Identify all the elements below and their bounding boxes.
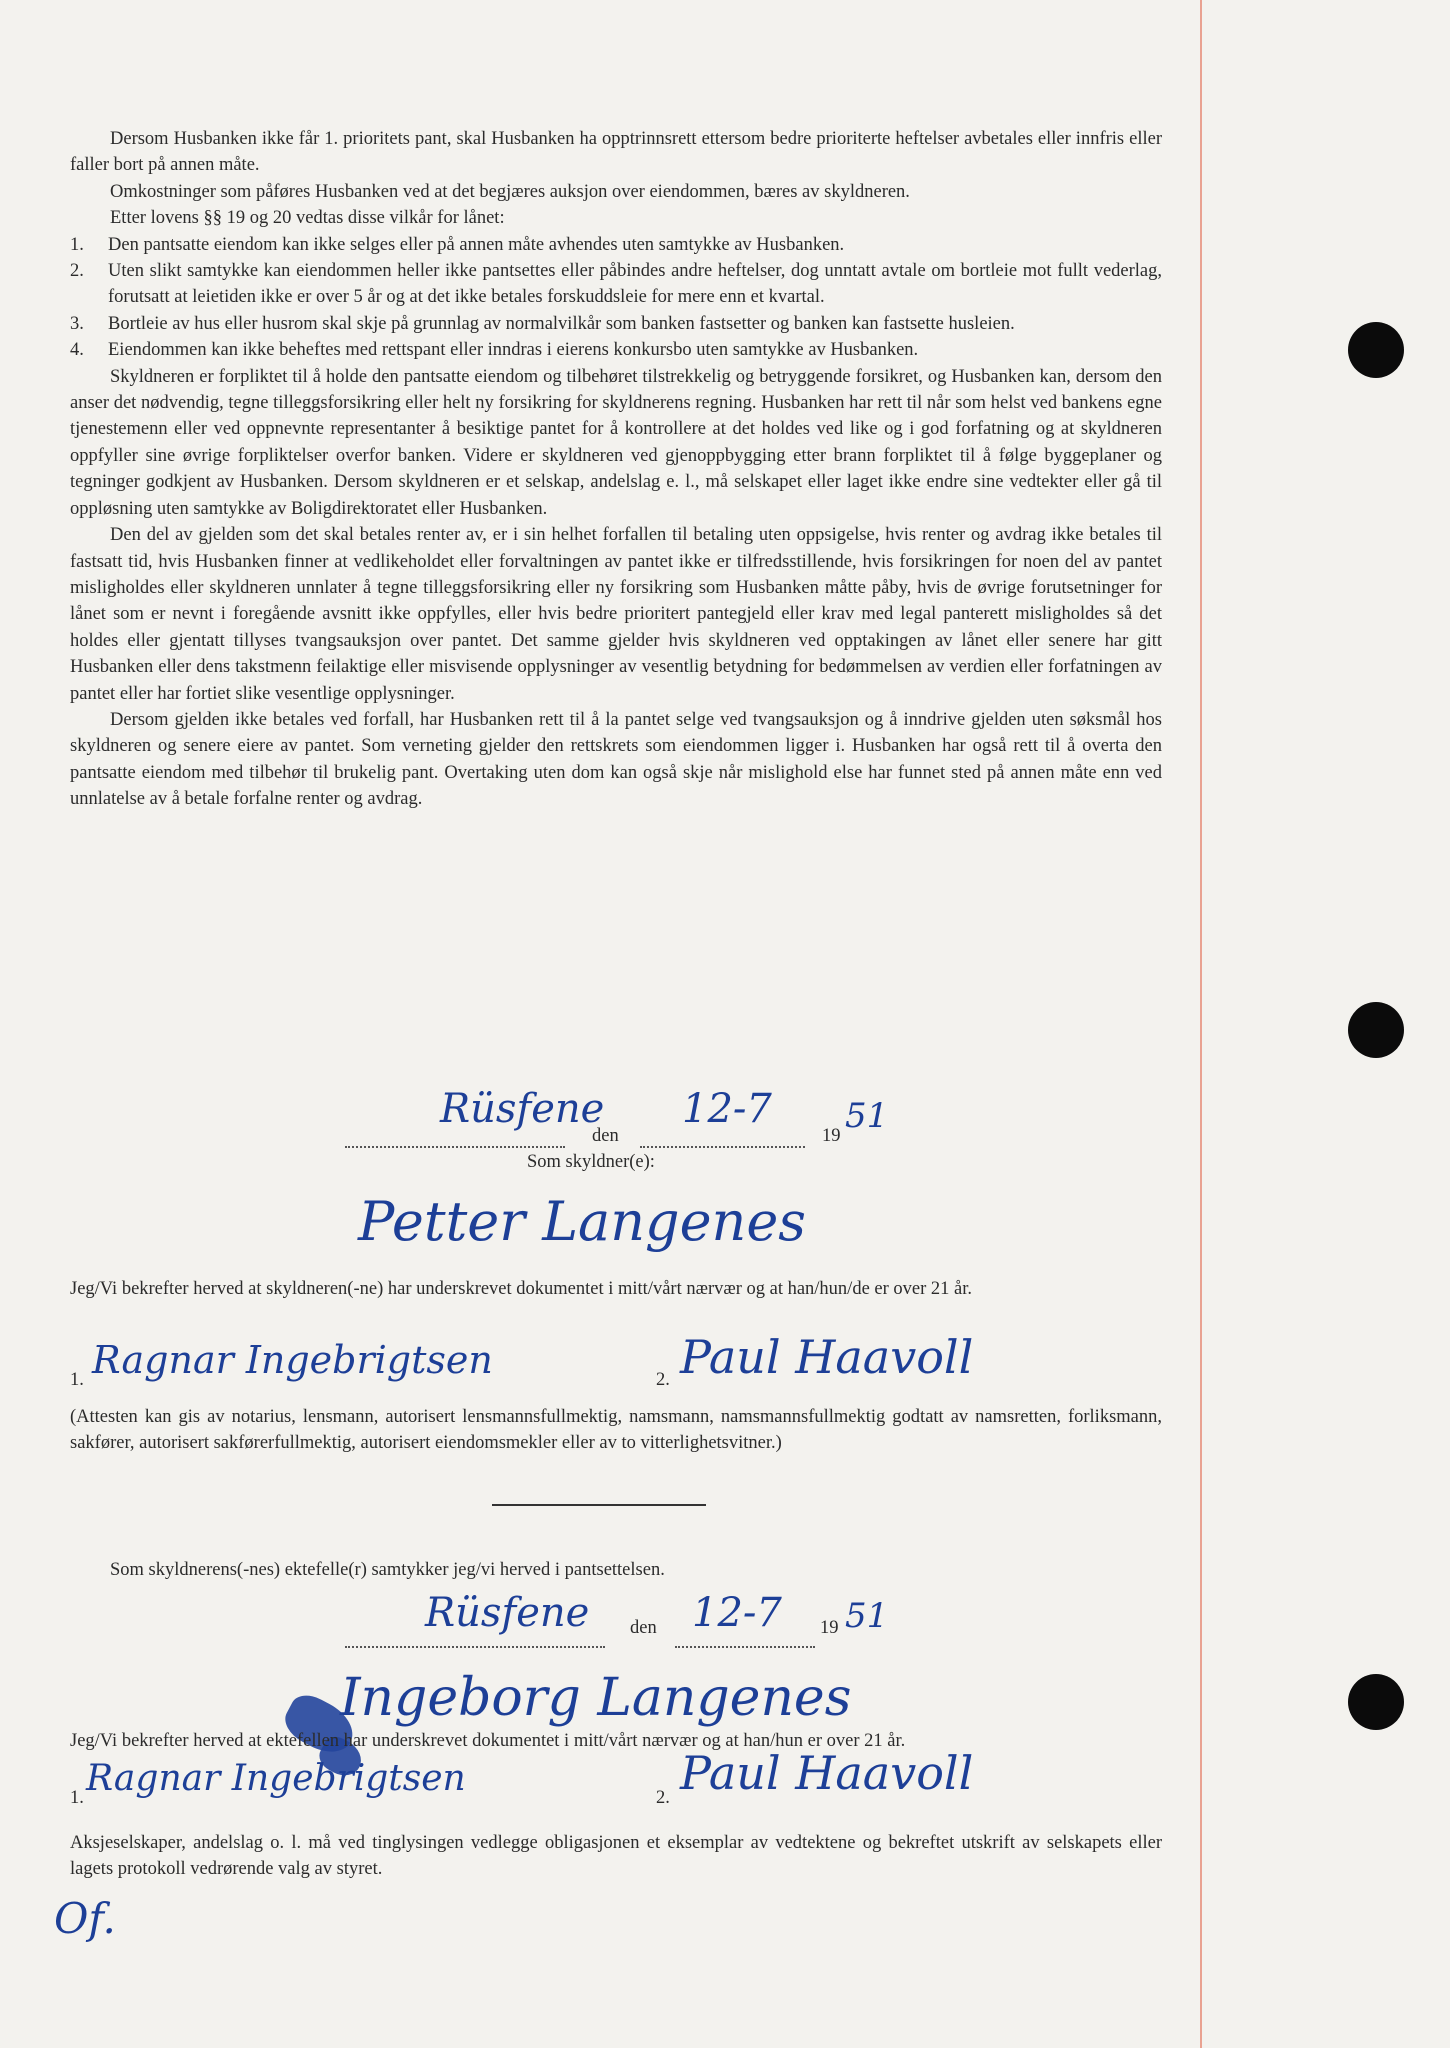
punch-hole-middle bbox=[1348, 1002, 1404, 1058]
terms-list-item bbox=[70, 311, 1162, 337]
den-label: den bbox=[592, 1126, 619, 1146]
den-label: den bbox=[630, 1618, 657, 1638]
terms-paragraph: Etter lovens §§ 19 og 20 vedtas disse vilkår for lånet: bbox=[110, 208, 505, 229]
footer-note: Aksjeselskaper, andelslag o. l. må ved tinglysingen vedlegge obligasjonen et eksemplar av vedtektene og bekreftet utskrift av selskapets eller lagets protokoll vedrørende valg av styret. bbox=[70, 1833, 1162, 1880]
date-line bbox=[675, 1646, 815, 1648]
witness-number: 2. bbox=[656, 1370, 670, 1390]
list-number: 3. bbox=[70, 313, 84, 334]
list-text: Bortleie av hus eller husrom skal skje på grunnlag av normalvilkår som banken fastsetter og banken kan fastsette husleien. bbox=[108, 313, 1015, 334]
terms-list-item bbox=[70, 258, 1162, 311]
place-line bbox=[345, 1146, 565, 1148]
punch-hole-top bbox=[1348, 322, 1404, 378]
witness-number: 1. bbox=[70, 1370, 84, 1390]
witness-number: 1. bbox=[70, 1788, 84, 1808]
spouse-year: 51 bbox=[845, 1596, 889, 1636]
terms-paragraph: Dersom Husbanken ikke får 1. prioritets pant, skal Husbanken ha opptrinnsrett ettersom bedre prioriterte heftelser avbetales eller innfris eller faller bort på annen måte. bbox=[70, 129, 1162, 176]
witness-1-signature: Ragnar Ingebrigtsen bbox=[92, 1338, 493, 1382]
list-text: Den pantsatte eiendom kan ikke selges eller på annen måte avhendes uten samtykke av Husbanken. bbox=[108, 234, 845, 255]
terms-paragraph: Den del av gjelden som det skal betales renter av, er i sin helhet forfallen til betaling uten oppsigelse, hvis renter og avdrag ikke betales til fastsatt tid, hvis Husbanken finner at vedlikeholdet eller forvaltningen av pantet ikke er tilfredsstillende, hvis forsikringen for noen del av pantet misligholdes eller skyldneren unnlater å tegne tilleggsforsikring eller ny forsikring som Husbanken måtte påby, hvis de øvrige forutsetninger for lånet som er nevnt i foregående avsnitt ikke oppfylles, eller hvis bedre prioritert pantegjeld eller krav med legal panterett misligholdes så det holdes eller gjentatt tillyses tvangsauksjon over pantet. Det samme gjelder hvis skyldneren ved opptakingen av lånet eller senere har gitt Husbanken eller dens takstmenn feilaktige eller misvisende opplysninger av vesentlig betydning for bedømmelsen av verdien eller forfatningen av pantet eller har fortiet slike vesentlige opplysninger. bbox=[70, 525, 1162, 704]
spouse-consent-text: Som skyldnerens(-nes) ektefelle(r) samtykker jeg/vi herved i pantsettelsen. bbox=[110, 1560, 665, 1580]
list-text: Uten slikt samtykke kan eiendommen heller ikke pantsettes eller påbindes andre heftelser, dog unntatt avtale om bortleie mot fullt vederlag, forutsatt at leietiden ikke er over 5 år og at det ikke betales forskuddsleie for mere enn et kvartal. bbox=[108, 261, 1162, 308]
witness-number: 2. bbox=[656, 1788, 670, 1808]
list-text: Eiendommen kan ikke beheftes med rettspant eller inndras i eierens konkursbo uten samtykke av Husbanken. bbox=[108, 340, 919, 361]
punch-hole-bottom bbox=[1348, 1674, 1404, 1730]
list-number: 1. bbox=[70, 234, 84, 255]
date-line bbox=[640, 1146, 805, 1148]
place-line bbox=[345, 1646, 605, 1648]
debtor-place: Rüsfene bbox=[440, 1086, 605, 1132]
witness-statement: Jeg/Vi bekrefter herved at skyldneren(-ne) har underskrevet dokumentet i mitt/vårt nærvær og at han/hun/de er over 21 år. bbox=[70, 1279, 973, 1299]
terms-paragraph: Skyldneren er forpliktet til å holde den pantsatte eiendom og tilbehøret tilstrekkelig og betryggende forsikret, og Husbanken kan, dersom den anser det nødvendig, tegne tilleggsforsikring eller helt ny forsikring for skyldnerens regning. Husbanken har rett til når som helst ved bankens egne tjenestemenn eller ved oppnevnte representanter å besiktige pantet for å kontrollere at det holdes ved like og i god forfatning og at skyldneren oppfyller sine øvrige forpliktelser overfor banken. Videre er skyldneren ved gjenoppbygging etter brann forpliktet til å følge byggeplaner og tegninger godkjent av Husbanken. Dersom skyldneren er et selskap, andelslag e. l., må selskapet eller laget ikke endre sine vedtekter eller gå til oppløsning uten samtykke av Boligdirektoratet eller Husbanken. bbox=[70, 366, 1162, 519]
terms-list-item bbox=[70, 337, 1162, 363]
terms-paragraph: Dersom gjelden ikke betales ved forfall, har Husbanken rett til å la pantet selge ved tvangsauksjon og å inndrive gjelden uten søksmål hos skyldneren og senere eiere av pantet. Som verneting gjelder den rettskrets som eiendommen ligger i. Husbanken har også rett til å overta den pantsatte eiendom med tilbehør til brukelig pant. Overtaking uten dom kan også skje når mislighold else har funnet sted på annen måte enn ved unnlatelse av å betale forfalne renter og avdrag. bbox=[70, 709, 1162, 810]
handwritten-initials: Of. bbox=[54, 1894, 116, 1943]
list-number: 2. bbox=[70, 261, 84, 282]
divider-rule bbox=[492, 1504, 706, 1506]
spouse-date: 12-7 bbox=[692, 1590, 782, 1636]
witness-2-signature: Paul Haavoll bbox=[680, 1330, 974, 1384]
spouse-witness-1-signature: Ragnar Ingebrigtsen bbox=[86, 1758, 466, 1799]
debtor-date: 12-7 bbox=[682, 1086, 772, 1132]
spouse-place: Rüsfene bbox=[425, 1590, 590, 1636]
loan-terms-text bbox=[70, 126, 1162, 813]
attestation-note: (Attesten kan gis av notarius, lensmann, autorisert lensmannsfullmektig, namsmann, namsmannsfullmektig godtatt av namsretten, forliksmann, sakfører, autorisert sakførerfullmektig, autorisert eiendomsmekler eller av to vitterlighetsvitner.) bbox=[70, 1407, 1162, 1454]
terms-list-item bbox=[70, 232, 1162, 258]
debtor-year: 51 bbox=[845, 1096, 889, 1136]
year-prefix: 19 bbox=[822, 1126, 841, 1146]
spouse-signature: Ingeborg Langenes bbox=[340, 1668, 852, 1728]
terms-paragraph: Omkostninger som påføres Husbanken ved at det begjæres auksjon over eiendommen, bæres av skyldneren. bbox=[110, 181, 910, 202]
spouse-witness-statement: Jeg/Vi bekrefter herved at ektefellen har underskrevet dokumentet i mitt/vårt nærvær og at han/hun er over 21 år. bbox=[70, 1731, 906, 1751]
debtor-signature: Petter Langenes bbox=[358, 1190, 807, 1253]
debtor-role-label: Som skyldner(e): bbox=[527, 1152, 655, 1172]
list-number: 4. bbox=[70, 340, 84, 361]
margin-line bbox=[1200, 0, 1202, 2048]
spouse-witness-2-signature: Paul Haavoll bbox=[680, 1746, 974, 1800]
year-prefix: 19 bbox=[820, 1618, 839, 1638]
